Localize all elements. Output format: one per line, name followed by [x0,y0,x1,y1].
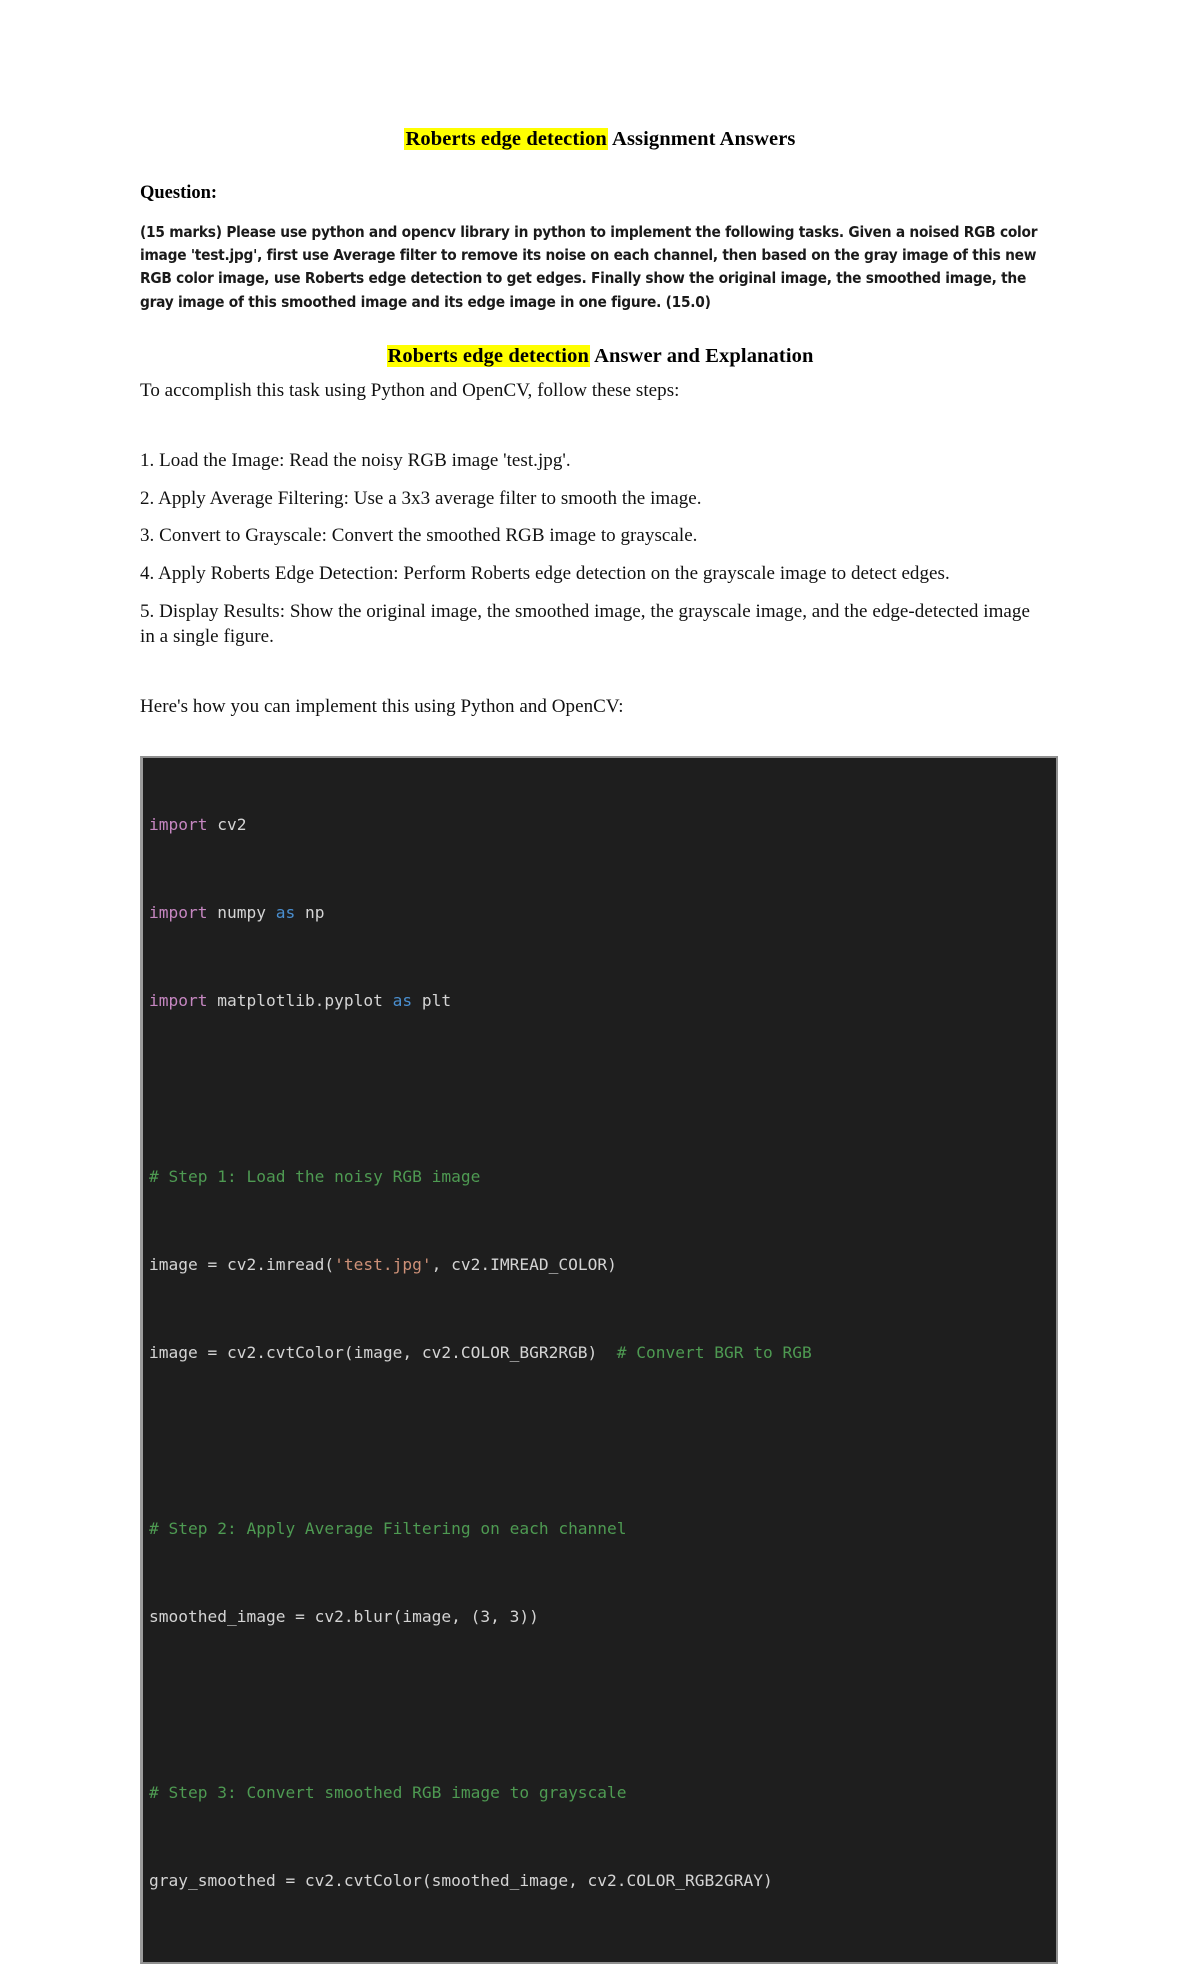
code-text: numpy [207,902,276,922]
code-text: matplotlib.pyplot [207,990,393,1010]
answer-intro: To accomplish this task using Python and OpenCV, follow these steps: [140,380,680,402]
list-item: 3. Convert to Grayscale: Convert the smoothed RGB image to grayscale. [140,525,698,547]
code-line-blank [149,1694,1046,1716]
answer-heading [140,344,1060,370]
code-line [149,990,1046,1012]
list-item: 5. Display Results: Show the original image, the smoothed image, the grayscale image, and the edge-detected image in a single figure. [140,600,1030,648]
code-comment: # Step 2: Apply Average Filtering on each channel [149,1518,627,1538]
code-keyword: import [149,990,208,1010]
page-title-highlight: Roberts edge detection [405,128,607,150]
code-keyword: import [149,902,208,922]
answer-heading-rest: Answer and Explanation [589,344,814,367]
code-keyword: as [392,990,413,1010]
list-item: 2. Apply Average Filtering: Use a 3x3 average filter to smooth the image. [140,487,702,509]
page-title [140,0,1060,153]
code-text: gray_smoothed = cv2.cvtColor(smoothed_image, cv2.COLOR_RGB2GRAY) [149,1870,773,1890]
code-block[interactable] [140,756,1058,1964]
code-text: smoothed_image = cv2.blur(image, (3, 3)) [149,1606,539,1626]
question-text: (15 marks) Please use python and opencv library in python to implement the following tasks. Given a noised RGB color image 'test.jpg', first use Average filter to remove its noise on each channel, then based on the gray image of this new RGB color image, use Roberts edge detection to get edges. Finally show the original image, the smoothed image, the gray image of this smoothed image and its edge image in one figure. (15.0) [140,222,1038,311]
code-line [149,1342,1046,1364]
code-string: 'test.jpg' [334,1254,432,1274]
answer-outro: Here's how you can implement this using Python and OpenCV: [140,695,624,717]
code-line-blank [149,1430,1046,1452]
code-line [149,1782,1046,1804]
code-line-blank [149,1078,1046,1100]
code-keyword: import [149,814,208,834]
code-text: image = cv2.imread( [149,1254,335,1274]
code-text: plt [412,990,452,1010]
code-line [149,1870,1046,1892]
list-item: 4. Apply Roberts Edge Detection: Perform Roberts edge detection on the grayscale image to detect edges. [140,563,950,585]
code-text: np [295,902,325,922]
code-line [149,1254,1046,1276]
answer-heading-highlight: Roberts edge detection [387,344,589,367]
list-item: 1. Load the Image: Read the noisy RGB image 'test.jpg'. [140,450,571,472]
code-comment: # Step 1: Load the noisy RGB image [149,1166,481,1186]
code-text: , cv2.IMREAD_COLOR) [431,1254,617,1274]
code-comment: # Step 3: Convert smoothed RGB image to grayscale [149,1782,627,1802]
code-line [149,902,1046,924]
code-line [149,1518,1046,1540]
code-line [149,1166,1046,1188]
code-comment: # Convert BGR to RGB [616,1342,812,1362]
code-keyword: as [275,902,296,922]
code-text: image = cv2.cvtColor(image, cv2.COLOR_BGR2RGB) [149,1342,617,1362]
code-line [149,814,1046,836]
code-text: cv2 [207,814,247,834]
document-content [140,0,1060,1964]
page-title-rest: Assignment Answers [607,128,796,150]
code-line [149,1606,1046,1628]
question-label: Question: [140,182,218,203]
